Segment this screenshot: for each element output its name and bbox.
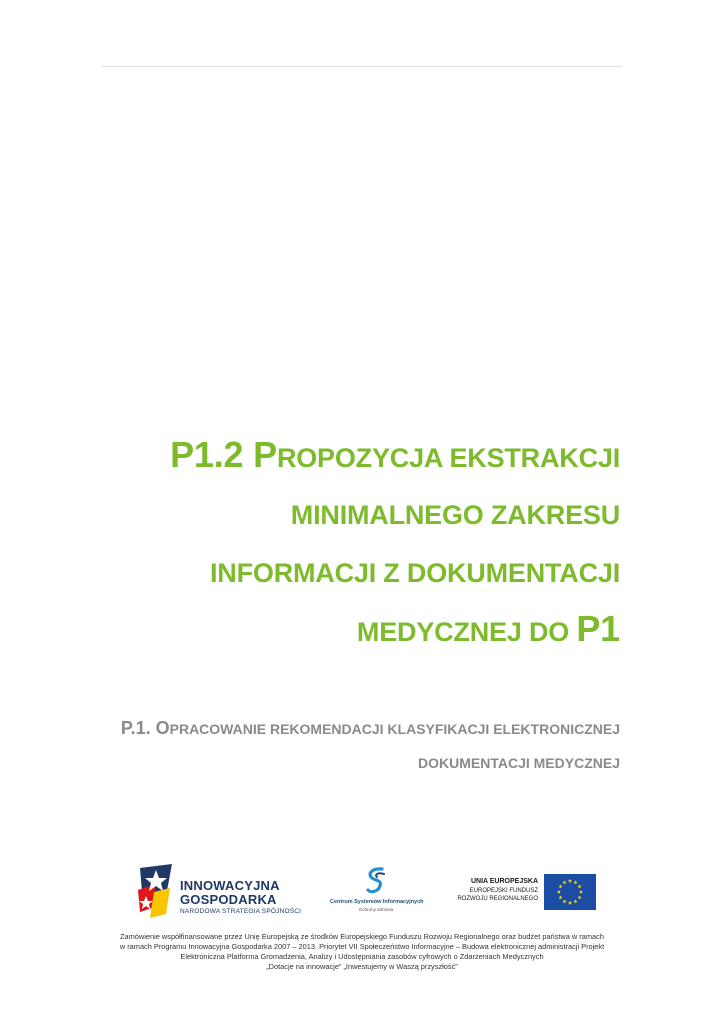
csioz-logo [330,866,422,918]
title-fragment: P1 [576,608,620,649]
footer-line: Zamówienie współfinansowane przez Unię Europejską ze środków Europejskiego Funduszu Rozwoju Regionalnego oraz budżet państwa w ramach [120,932,604,941]
csioz-swirl-icon [364,866,388,896]
title-line-3 [60,542,620,600]
title-fragment: MINIMALNEGO ZAKRESU [290,500,620,530]
logo-text: Ochrony Zdrowia [358,907,394,912]
logo-text: INNOWACYJNA [180,878,280,893]
title-line-2 [60,484,620,542]
logo-text: GOSPODARKA [180,892,277,907]
innowacyjna-gospodarka-logo [136,862,306,922]
title-fragment: MEDYCZNEJ DO [356,617,577,647]
footer-line: Elektroniczna Platforma Gromadzenia, Analizy i Udostępniania zasobów cyfrowych o Zdarzeniach Medycznych [180,952,544,961]
logo-text: Centrum Systemów Informacyjnych [330,899,424,905]
title-fragment: ROPOZYCJA EKSTRAKCJI [276,443,620,473]
document-title [60,426,620,658]
subtitle-fragment: P.1. O [120,718,170,738]
document-subtitle [60,710,620,778]
subtitle-fragment: PRACOWANIE REKOMENDACJI KLASYFIKACJI ELEKTRONICZNEJ [169,721,620,737]
logo-text: EUROPEJSKI FUNDUSZ [469,888,538,894]
logo-text: ROZWOJU REGIONALNEGO [457,896,538,902]
title-fragment: INFORMACJI Z DOKUMENTACJI [210,558,620,588]
eu-logo [446,872,596,912]
footer-line: „Dotacje na innowacje” „Inwestujemy w Waszą przyszłość” [266,962,458,971]
title-line-4 [60,600,620,658]
sponsor-logos [0,860,724,926]
eu-flag-icon [544,874,596,910]
innowacyjna-gospodarka-emblem-icon [136,862,176,920]
title-fragment: P1.2 P [170,434,277,475]
subtitle-line-2 [60,744,620,778]
footer-line: w ramach Programu Innowacyjna Gospodarka 2007 – 2013. Priorytet VII Społeczeństwo Informacyjne – Budowa elektronicznej administracji Projekt [119,942,605,951]
logo-text: UNIA EUROPEJSKA [470,878,538,885]
header-rule [102,66,622,67]
funding-footer [80,932,644,972]
subtitle-line-1 [60,710,620,744]
title-line-1 [60,426,620,484]
subtitle-fragment: DOKUMENTACJI MEDYCZNEJ [418,755,620,771]
logo-text: NARODOWA STRATEGIA SPÓJNOŚCI [180,908,302,915]
